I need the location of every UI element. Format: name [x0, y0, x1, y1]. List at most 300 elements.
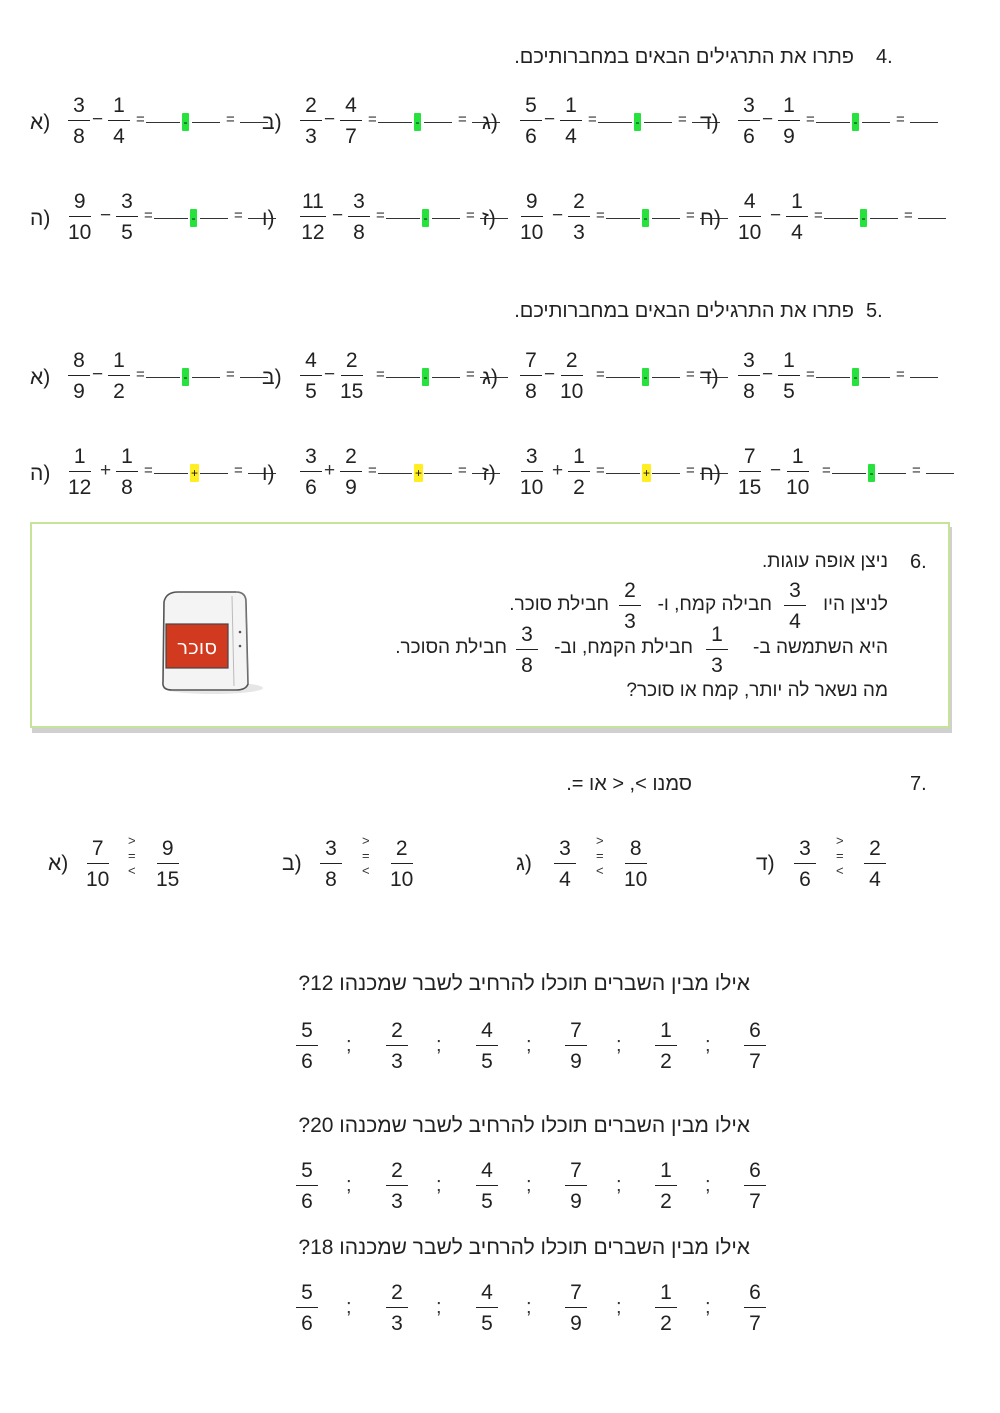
- denominator: 4: [791, 221, 803, 244]
- sugar-bag-icon: [158, 588, 273, 698]
- answer-blank[interactable]: [424, 122, 452, 123]
- equals-sign: =: [234, 207, 243, 224]
- numerator: 2: [619, 580, 641, 606]
- separator: ;: [616, 1174, 622, 1196]
- exercise-letter: ו): [262, 207, 275, 230]
- fraction-b: [340, 446, 362, 498]
- compare-eq-option[interactable]: =: [128, 847, 136, 863]
- numerator: 1: [655, 1160, 677, 1186]
- equals-sign: =: [376, 207, 385, 224]
- numerator: 1: [778, 350, 800, 376]
- denominator: 9: [570, 1312, 582, 1335]
- q6-fraction-flour: [784, 580, 806, 632]
- q6-line2-b: חבילה קמח, ו-: [657, 594, 772, 615]
- equals-sign: =: [458, 462, 467, 479]
- separator: ;: [705, 1296, 711, 1318]
- q7-title: סמנו >, < או =.: [566, 773, 692, 795]
- compare-selector[interactable]: [836, 834, 844, 879]
- answer-blank[interactable]: [432, 218, 460, 219]
- candidate-fraction[interactable]: [296, 1282, 318, 1334]
- separator: ;: [526, 1174, 532, 1196]
- fraction-a: [300, 350, 322, 402]
- answer-blank[interactable]: [146, 377, 180, 378]
- denominator: 10: [560, 380, 584, 403]
- exercise-letter: ו): [262, 462, 275, 485]
- numerator: 1: [706, 624, 728, 650]
- fraction-right: [390, 838, 413, 890]
- exercise-letter: א): [30, 111, 51, 134]
- separator: ;: [526, 1296, 532, 1318]
- numerator: 3: [521, 446, 543, 472]
- operator: −: [552, 205, 564, 226]
- denominator: 4: [789, 610, 801, 633]
- compare-lt-option[interactable]: <: [836, 862, 844, 878]
- fraction-b: [340, 95, 362, 147]
- answer-blank[interactable]: [606, 377, 640, 378]
- denominator: 3: [305, 125, 317, 148]
- exercise-letter: ג): [482, 366, 498, 389]
- exercise-letter: ד): [700, 366, 719, 389]
- compare-lt-option[interactable]: <: [362, 862, 370, 878]
- answer-blank[interactable]: [378, 473, 412, 474]
- denominator: 6: [743, 125, 755, 148]
- green-mark: -: [643, 211, 648, 225]
- numerator: 4: [476, 1282, 498, 1308]
- answer-blank[interactable]: [878, 473, 906, 474]
- denominator: 8: [121, 476, 133, 499]
- numerator: 3: [68, 95, 90, 121]
- green-mark: -: [853, 115, 858, 129]
- fraction-left: [86, 838, 109, 890]
- fraction-right: [624, 838, 647, 890]
- numerator: 1: [69, 446, 91, 472]
- denominator: 2: [660, 1312, 672, 1335]
- numerator: 7: [87, 838, 109, 864]
- green-mark: -: [853, 370, 858, 384]
- numerator: 5: [520, 95, 542, 121]
- denominator: 3: [391, 1050, 403, 1073]
- q6-line4: מה נשאר לה יותר, קמח או סוכר?: [626, 680, 888, 701]
- q6-line2-c: חבילת סוכר.: [509, 594, 609, 615]
- denominator: 3: [573, 221, 585, 244]
- denominator: 2: [113, 380, 125, 403]
- operator: −: [770, 460, 782, 481]
- q6-fraction-used-flour: [706, 624, 728, 676]
- compare-eq-option[interactable]: =: [596, 847, 604, 863]
- operator: +: [100, 460, 112, 481]
- equals-sign: =: [144, 462, 153, 479]
- operator: −: [544, 364, 556, 385]
- candidate-fraction[interactable]: [476, 1282, 498, 1334]
- comparison-letter: ד): [756, 852, 775, 875]
- denominator: 2: [660, 1190, 672, 1213]
- denominator: 6: [301, 1190, 313, 1213]
- green-mark: -: [183, 115, 188, 129]
- numerator: 2: [300, 95, 322, 121]
- fraction-a: [68, 446, 91, 498]
- yellow-mark: +: [642, 466, 650, 480]
- denominator: 5: [305, 380, 317, 403]
- candidate-fraction[interactable]: [565, 1020, 587, 1072]
- denominator: 5: [121, 221, 133, 244]
- separator: ;: [436, 1034, 442, 1056]
- equals-sign: =: [458, 111, 467, 128]
- equals-sign: =: [814, 207, 823, 224]
- answer-blank[interactable]: [154, 473, 188, 474]
- equals-sign: =: [588, 111, 597, 128]
- numerator: 4: [340, 95, 362, 121]
- q4-number: 4.: [876, 46, 893, 68]
- fraction-b: [348, 191, 370, 243]
- fraction-a: [738, 191, 761, 243]
- numerator: 1: [786, 191, 808, 217]
- numerator: 3: [320, 838, 342, 864]
- fraction-b: [116, 446, 138, 498]
- candidate-fraction[interactable]: [386, 1160, 408, 1212]
- separator: ;: [346, 1034, 352, 1056]
- separator: ;: [346, 1296, 352, 1318]
- exercise-letter: א): [30, 366, 51, 389]
- numerator: 7: [565, 1282, 587, 1308]
- denominator: 3: [624, 610, 636, 633]
- compare-gt-option[interactable]: >: [836, 833, 844, 848]
- numerator: 5: [296, 1160, 318, 1186]
- equals-sign: =: [678, 111, 687, 128]
- numerator: 3: [794, 838, 816, 864]
- candidate-fraction[interactable]: [744, 1282, 766, 1334]
- numerator: 11: [300, 191, 326, 217]
- exercise-letter: ד): [700, 111, 719, 134]
- fraction-a: [520, 191, 543, 243]
- compare-selector[interactable]: [128, 834, 136, 879]
- answer-blank[interactable]: [146, 122, 180, 123]
- denominator: 9: [73, 380, 85, 403]
- denominator: 15: [738, 476, 762, 499]
- exercise-letter: ה): [30, 207, 51, 230]
- fraction-a: [520, 446, 543, 498]
- fraction-a: [68, 191, 91, 243]
- numerator: 9: [69, 191, 91, 217]
- compare-eq-option[interactable]: =: [836, 847, 844, 863]
- denominator: 10: [738, 221, 762, 244]
- compare-gt-option[interactable]: >: [362, 833, 370, 848]
- green-mark: -: [643, 370, 648, 384]
- denominator: 8: [73, 125, 85, 148]
- denominator: 4: [869, 868, 881, 891]
- numerator: 7: [739, 446, 761, 472]
- denominator: 6: [799, 868, 811, 891]
- answer-blank[interactable]: [644, 122, 672, 123]
- equals-sign: =: [686, 207, 695, 224]
- denominator: 15: [156, 868, 180, 891]
- candidate-fraction[interactable]: [565, 1282, 587, 1334]
- answer-blank[interactable]: [598, 122, 632, 123]
- numerator: 1: [568, 446, 590, 472]
- equals-sign: =: [686, 366, 695, 383]
- candidate-fraction[interactable]: [655, 1282, 677, 1334]
- candidate-fraction[interactable]: [386, 1282, 408, 1334]
- denominator: 4: [113, 125, 125, 148]
- equals-sign: =: [376, 366, 385, 383]
- numerator: 8: [68, 350, 90, 376]
- expand-question-text: אילו מבין השברים תוכלו להרחיב לשבר שמכנהו 20?: [298, 1114, 750, 1137]
- compare-lt-option[interactable]: <: [128, 862, 136, 878]
- q6-fraction-sugar: [619, 580, 641, 632]
- answer-blank[interactable]: [816, 377, 850, 378]
- candidate-fraction[interactable]: [744, 1020, 766, 1072]
- answer-blank[interactable]: [192, 377, 220, 378]
- operator: −: [324, 364, 336, 385]
- denominator: 7: [749, 1050, 761, 1073]
- fraction-b: [116, 191, 138, 243]
- numerator: 4: [300, 350, 322, 376]
- comparison-letter: א): [48, 852, 69, 875]
- answer-blank[interactable]: [816, 122, 850, 123]
- operator: −: [92, 364, 104, 385]
- answer-blank[interactable]: [824, 218, 858, 219]
- denominator: 7: [749, 1312, 761, 1335]
- equals-sign: =: [896, 366, 905, 383]
- answer-blank[interactable]: [862, 122, 890, 123]
- separator: ;: [436, 1296, 442, 1318]
- exercise-letter: ח): [700, 462, 721, 485]
- separator: ;: [526, 1034, 532, 1056]
- exercise-letter: ב): [262, 366, 282, 389]
- numerator: 3: [300, 446, 322, 472]
- operator: −: [770, 205, 782, 226]
- answer-blank[interactable]: [652, 377, 680, 378]
- compare-selector[interactable]: [596, 834, 604, 879]
- answer-blank[interactable]: [652, 218, 680, 219]
- denominator: 5: [481, 1050, 493, 1073]
- fraction-a: [68, 350, 90, 402]
- answer-blank[interactable]: [386, 377, 420, 378]
- denominator: 9: [570, 1190, 582, 1213]
- answer-blank[interactable]: [862, 377, 890, 378]
- fraction-b: [778, 95, 800, 147]
- green-mark: -: [183, 370, 188, 384]
- separator: ;: [616, 1296, 622, 1318]
- fraction-a: [300, 191, 326, 243]
- candidate-fraction[interactable]: [565, 1160, 587, 1212]
- q5-title: פתרו את התרגילים הבאים במחברותיכם.: [514, 300, 854, 322]
- numerator: 2: [864, 838, 886, 864]
- denominator: 4: [559, 868, 571, 891]
- sugar-bag-illustration: [158, 588, 273, 703]
- numerator: 4: [476, 1020, 498, 1046]
- fraction-a: [300, 95, 322, 147]
- numerator: 1: [787, 446, 809, 472]
- answer-blank[interactable]: [918, 218, 946, 219]
- answer-blank[interactable]: [154, 218, 188, 219]
- denominator: 9: [570, 1050, 582, 1073]
- operator: −: [332, 205, 344, 226]
- numerator: 1: [655, 1282, 677, 1308]
- denominator: 10: [390, 868, 414, 891]
- answer-blank[interactable]: [432, 377, 460, 378]
- numerator: 1: [655, 1020, 677, 1046]
- equals-sign: =: [806, 366, 815, 383]
- compare-lt-option[interactable]: <: [596, 862, 604, 878]
- equals-sign: =: [912, 462, 921, 479]
- answer-blank[interactable]: [652, 473, 680, 474]
- answer-blank[interactable]: [386, 218, 420, 219]
- answer-blank[interactable]: [606, 473, 640, 474]
- separator: ;: [436, 1174, 442, 1196]
- fraction-b: [108, 95, 130, 147]
- denominator: 8: [325, 868, 337, 891]
- denominator: 2: [573, 476, 585, 499]
- answer-blank[interactable]: [606, 218, 640, 219]
- green-mark: -: [191, 211, 196, 225]
- candidate-fraction[interactable]: [386, 1020, 408, 1072]
- equals-sign: =: [226, 111, 235, 128]
- denominator: 15: [340, 380, 364, 403]
- numerator: 2: [386, 1282, 408, 1308]
- fraction-b: [786, 191, 808, 243]
- answer-blank[interactable]: [870, 218, 898, 219]
- numerator: 7: [565, 1160, 587, 1186]
- candidate-fraction[interactable]: [744, 1160, 766, 1212]
- answer-blank[interactable]: [200, 473, 228, 474]
- denominator: 3: [711, 654, 723, 677]
- answer-blank[interactable]: [910, 122, 938, 123]
- green-mark: -: [415, 115, 420, 129]
- answer-blank[interactable]: [910, 377, 938, 378]
- fraction-a: [300, 446, 322, 498]
- denominator: 3: [391, 1312, 403, 1335]
- yellow-mark: +: [414, 466, 422, 480]
- operator: −: [762, 364, 774, 385]
- exercise-letter: ג): [482, 111, 498, 134]
- separator: ;: [705, 1174, 711, 1196]
- fraction-a: [738, 95, 760, 147]
- answer-blank[interactable]: [926, 473, 954, 474]
- candidate-fraction[interactable]: [476, 1020, 498, 1072]
- green-mark: -: [423, 370, 428, 384]
- numerator: 6: [744, 1020, 766, 1046]
- denominator: 4: [565, 125, 577, 148]
- numerator: 2: [391, 838, 413, 864]
- numerator: 3: [554, 838, 576, 864]
- separator: ;: [705, 1034, 711, 1056]
- numerator: 7: [565, 1020, 587, 1046]
- answer-blank[interactable]: [832, 473, 866, 474]
- candidate-fraction[interactable]: [296, 1160, 318, 1212]
- equals-sign: =: [896, 111, 905, 128]
- separator: ;: [346, 1174, 352, 1196]
- numerator: 2: [341, 350, 363, 376]
- numerator: 9: [521, 191, 543, 217]
- equals-sign: =: [144, 207, 153, 224]
- fraction-right: [864, 838, 886, 890]
- numerator: 1: [108, 350, 130, 376]
- equals-sign: =: [368, 462, 377, 479]
- numerator: 7: [520, 350, 542, 376]
- answer-blank[interactable]: [192, 122, 220, 123]
- q4-title: פתרו את התרגילים הבאים במחברותיכם.: [514, 46, 854, 68]
- operator: −: [324, 109, 336, 130]
- fraction-left: [794, 838, 816, 890]
- q7-number: 7.: [910, 773, 927, 795]
- operator: −: [100, 205, 112, 226]
- equals-sign: =: [596, 462, 605, 479]
- operator: −: [92, 109, 104, 130]
- compare-eq-option[interactable]: =: [362, 847, 370, 863]
- denominator: 8: [521, 654, 533, 677]
- numerator: 4: [739, 191, 761, 217]
- equals-sign: =: [596, 366, 605, 383]
- denominator: 10: [520, 221, 544, 244]
- candidate-fraction[interactable]: [655, 1020, 677, 1072]
- numerator: 1: [778, 95, 800, 121]
- expand-question-text: אילו מבין השברים תוכלו להרחיב לשבר שמכנהו 18?: [298, 1236, 750, 1259]
- green-mark: -: [869, 466, 874, 480]
- q6-number: 6.: [910, 551, 927, 573]
- equals-sign: =: [806, 111, 815, 128]
- green-mark: -: [635, 115, 640, 129]
- compare-gt-option[interactable]: >: [596, 833, 604, 848]
- equals-sign: =: [136, 366, 145, 383]
- q6-line3-c: חבילת הסוכר.: [395, 637, 507, 658]
- denominator: 2: [660, 1050, 672, 1073]
- compare-selector[interactable]: [362, 834, 370, 879]
- fraction-a: [520, 350, 542, 402]
- answer-blank[interactable]: [424, 473, 452, 474]
- candidate-fraction[interactable]: [296, 1020, 318, 1072]
- fraction-left: [320, 838, 342, 890]
- exercise-letter: ז): [482, 462, 496, 485]
- q6-line2-a: לניצן היו: [823, 594, 888, 615]
- answer-blank[interactable]: [200, 218, 228, 219]
- candidate-fraction[interactable]: [655, 1160, 677, 1212]
- denominator: 10: [786, 476, 810, 499]
- comparison-letter: ג): [516, 852, 532, 875]
- q6-line3-a: היא השתמשה ב-: [753, 637, 888, 658]
- numerator: 2: [568, 191, 590, 217]
- denominator: 5: [481, 1312, 493, 1335]
- fraction-b: [786, 446, 809, 498]
- equals-sign: =: [368, 111, 377, 128]
- denominator: 8: [525, 380, 537, 403]
- numerator: 9: [157, 838, 179, 864]
- numerator: 2: [340, 446, 362, 472]
- candidate-fraction[interactable]: [476, 1160, 498, 1212]
- compare-gt-option[interactable]: >: [128, 833, 136, 848]
- q6-line1: ניצן אופה עוגות.: [761, 551, 888, 572]
- denominator: 10: [68, 221, 92, 244]
- denominator: 5: [783, 380, 795, 403]
- denominator: 8: [353, 221, 365, 244]
- denominator: 8: [743, 380, 755, 403]
- denominator: 7: [345, 125, 357, 148]
- comparison-letter: ב): [282, 852, 302, 875]
- numerator: 5: [296, 1282, 318, 1308]
- fraction-b: [778, 350, 800, 402]
- numerator: 3: [116, 191, 138, 217]
- q5-number: 5.: [866, 300, 883, 322]
- numerator: 6: [744, 1160, 766, 1186]
- fraction-a: [520, 95, 542, 147]
- answer-blank[interactable]: [378, 122, 412, 123]
- denominator: 7: [749, 1190, 761, 1213]
- green-mark: -: [423, 211, 428, 225]
- numerator: 1: [116, 446, 138, 472]
- numerator: 1: [560, 95, 582, 121]
- q6-fraction-used-sugar: [516, 624, 538, 676]
- exercise-letter: ח): [700, 207, 721, 230]
- fraction-b: [108, 350, 130, 402]
